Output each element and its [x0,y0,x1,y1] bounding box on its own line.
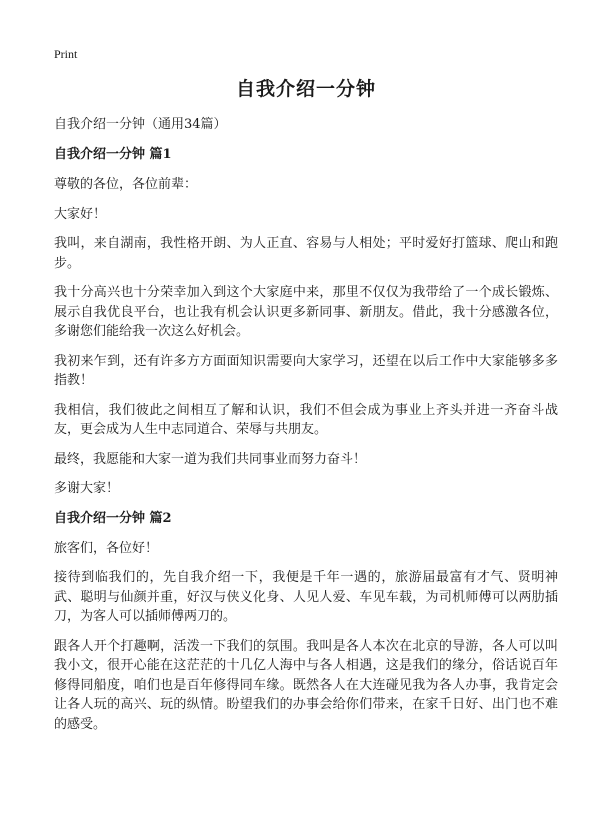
section-heading: 自我介绍一分钟 篇2 [54,510,172,526]
paragraph: 尊敬的各位，各位前辈： [54,177,198,192]
section-heading: 自我介绍一分钟 篇1 [54,147,172,162]
paragraph: 最终，我愿能和大家一道为我们共同事业而努力奋斗！ [54,451,367,467]
paragraph: 我十分高兴也十分荣幸加入到这个大家庭中来，那里不仅仅为我带给了一个成长锻炼、展示自我优良平台，也让我有机会认识更多新同事、新朋友。借此，我十分感激各位，多谢您们能给我一次这么好机会。 [54,285,558,339]
paragraph: 我初来乍到，还有许多方方面面知识需要向大家学习，还望在以后工作中大家能够多多指教！ [54,353,558,388]
paragraph: 多谢大家！ [54,481,120,496]
paragraph: 大家好！ [54,206,107,222]
paragraph: 我叫，来自湖南，我性格开朗、为人正直、容易与人相处；平时爱好打篮球、爬山和跑步。 [54,236,558,271]
paragraph: 旅客们，各位好！ [54,540,159,556]
document-subtitle: 自我介绍一分钟（通用34篇） [54,117,227,132]
paragraph: 接待到临我们的，先自我介绍一下，我便是千年一遇的，旅游届最富有才气、贤明神武、聪明与仙颜并重，好汉与侠义化身、人见人爱、车见车载，为司机师傅可以两肋插刀，为客人可以插师傅两刀的。 [54,570,558,624]
paragraph: 跟各人开个打趣啊，活泼一下我们的氛围。我叫是各人本次在北京的导游，各人可以叫我小文，很开心能在这茫茫的十几亿人海中与各人相遇，这是我们的缘分，俗话说百年修得同船度，咱们也是百年修得同车缘。既然各人在大连碰见我为各人办事，我肯定会让各人玩的高兴、玩的纵情。盼望我们的办事会给你们带来，在家千日好、出门也不难的感受。 [54,638,558,732]
print-link[interactable]: Print [54,47,78,61]
document-title: 自我介绍一分钟 [235,78,376,100]
paragraph: 我相信，我们彼此之间相互了解和认识，我们不但会成为事业上齐头并进一齐奋斗战友，更会成为人生中志同道合、荣辱与共朋友。 [54,402,558,437]
section-2 [54,509,558,735]
section-1 [54,145,558,499]
